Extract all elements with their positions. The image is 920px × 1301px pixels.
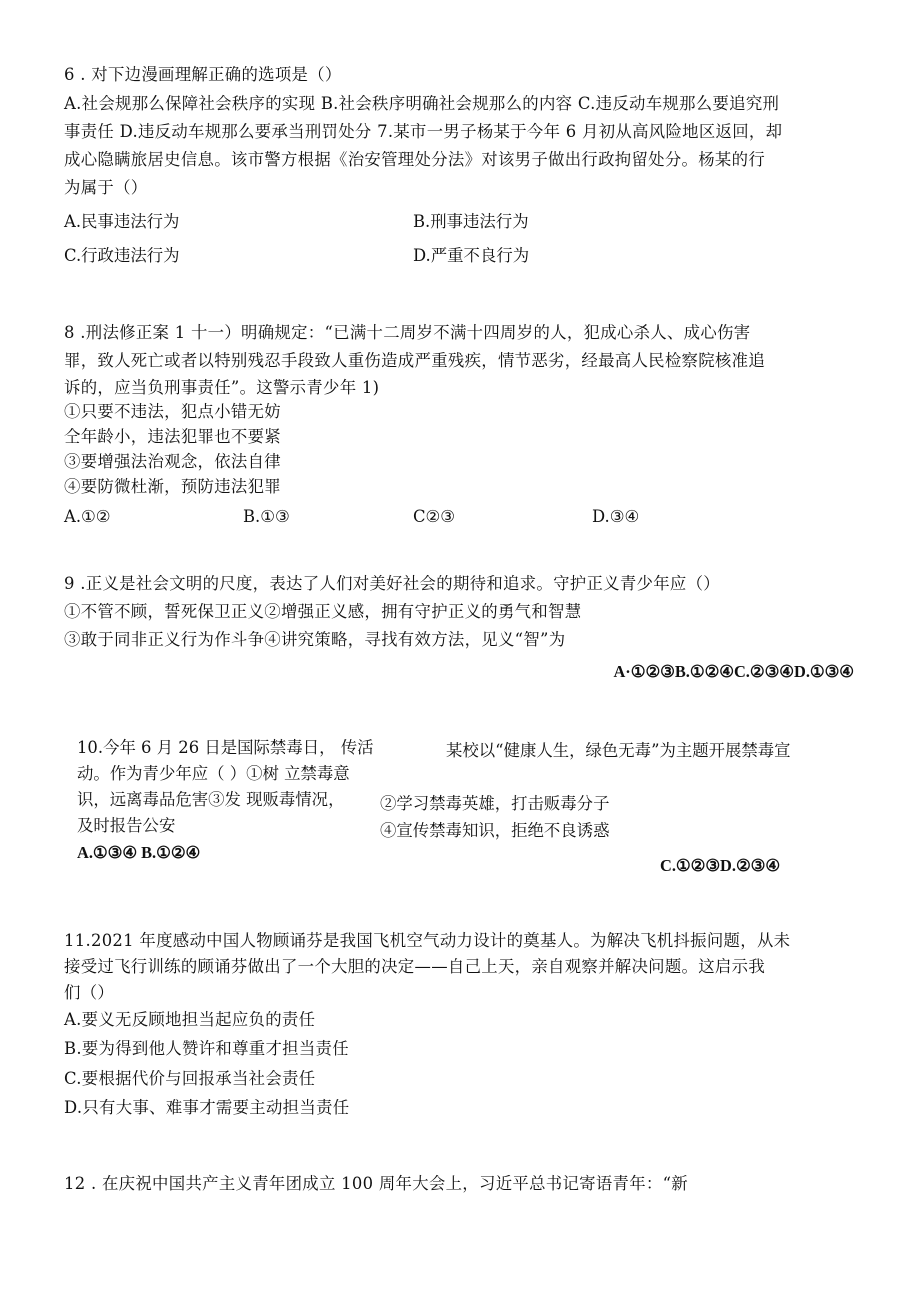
q8-item-4: ④要防微杜渐，预防违法犯罪 [64,477,281,496]
q11-line3: 们（） [64,983,115,1002]
q11-line1: 11.2021 年度感动中国人物顾诵芬是我国飞机空气动力设计的奠基人。为解决飞机抖振问题，从未 [64,931,791,950]
q7-option-d: D.严重不良行为 [413,246,530,265]
q11-option-a: A.要义无反顾地担当起应负的责任 [64,1010,316,1029]
q8-item-1: ①只要不违法，犯点小错无妨 [64,402,281,421]
q8-line3: 诉的，应当负刑事责任”。这警示青少年 1) [64,378,380,397]
q9-line2: ①不管不顾，誓死保卫正义②增强正义感，拥有守护正义的勇气和智慧 [64,602,582,621]
q11-option-d: D.只有大事、难事才需要主动担当责任 [64,1098,350,1117]
q6-line3: 成心隐瞒旅居史信息。该市警方根据《治安管理处分法》对该男子做出行政拘留处分。杨某的行 [64,150,766,169]
q8-option-c: C②③ [413,507,455,526]
q6-line4: 为属于（） [64,178,148,197]
q8-item-3: ③要增强法治观念，依法自律 [64,452,281,471]
q8-line2: 罪，致人死亡或者以特别残忍手段致人重伤造成严重残疾，情节恶劣，经最高人民检察院核准追 [64,351,766,370]
q10-options-ab: A.①③④ B.①②④ [77,843,201,862]
q8-line1: 8 .刑法修正案 1 十一）明确规定：“已满十二周岁不满十四周岁的人，犯成心杀人、成心伤害 [64,323,751,342]
q8-item-2: 仝年龄小，违法犯罪也不要紧 [64,427,281,446]
q7-option-a: A.民事违法行为 [64,212,180,231]
q9-answers: A·①②③B.①②④C.②③④D.①③④ [613,662,854,681]
q8-option-a: A.①② [64,507,111,526]
q9-line3: ③敢于同非正义行为作斗争④讲究策略，寻找有效方法，见义“智”为 [64,630,566,649]
q7-option-b: B.刑事违法行为 [413,212,529,231]
q9-line1: 9 .正义是社会文明的尺度，表达了人们对美好社会的期待和追求。守护正义青少年应（） [64,574,720,593]
q10-mid-line2: ④宣传禁毒知识，拒绝不良诱惑 [380,821,610,840]
q10-left-line1: 10.今年 6 月 26 日是国际禁毒日， 传活 [77,738,374,757]
q10-left-line2: 动。作为青少年应（ ）①树 立禁毒意 [77,764,350,783]
q8-option-d: D.③④ [592,507,640,526]
q11-line2: 接受过飞行训练的顾诵芬做出了一个大胆的决定——自己上天，亲自观察并解决问题。这启示我 [64,957,766,976]
q10-right-line1: 某校以“健康人生，绿色无毒”为主题开展禁毒宣 [446,741,791,760]
q11-option-c: C.要根据代价与回报承当社会责任 [64,1069,316,1088]
q7-option-c: C.行政违法行为 [64,246,180,265]
q11-option-b: B.要为得到他人赞许和尊重才担当责任 [64,1039,349,1058]
q10-options-cd: C.①②③D.②③④ [660,856,781,875]
q12-line1: 12 . 在庆祝中国共产主义青年团成立 100 周年大会上，习近平总书记寄语青年：“新 [64,1174,688,1193]
q10-mid-line1: ②学习禁毒英雄，打击贩毒分子 [380,794,610,813]
q6-title: 6 . 对下边漫画理解正确的选项是（） [64,65,342,84]
q8-option-b: B.①③ [243,507,290,526]
q10-left-line3: 识，远离毒品危害③发 现贩毒情况， [77,790,345,809]
q6-line1: A.社会规那么保障社会秩序的实现 B.社会秩序明确社会规那么的内容 C.违反动车规那么要追究刑 [64,94,780,113]
q10-left-line4: 及时报告公安 [77,816,176,835]
q6-line2: 事责任 D.违反动车规那么要承当刑罚处分 7.某市一男子杨某于今年 6 月初从高风险地区返回，却 [64,122,783,141]
